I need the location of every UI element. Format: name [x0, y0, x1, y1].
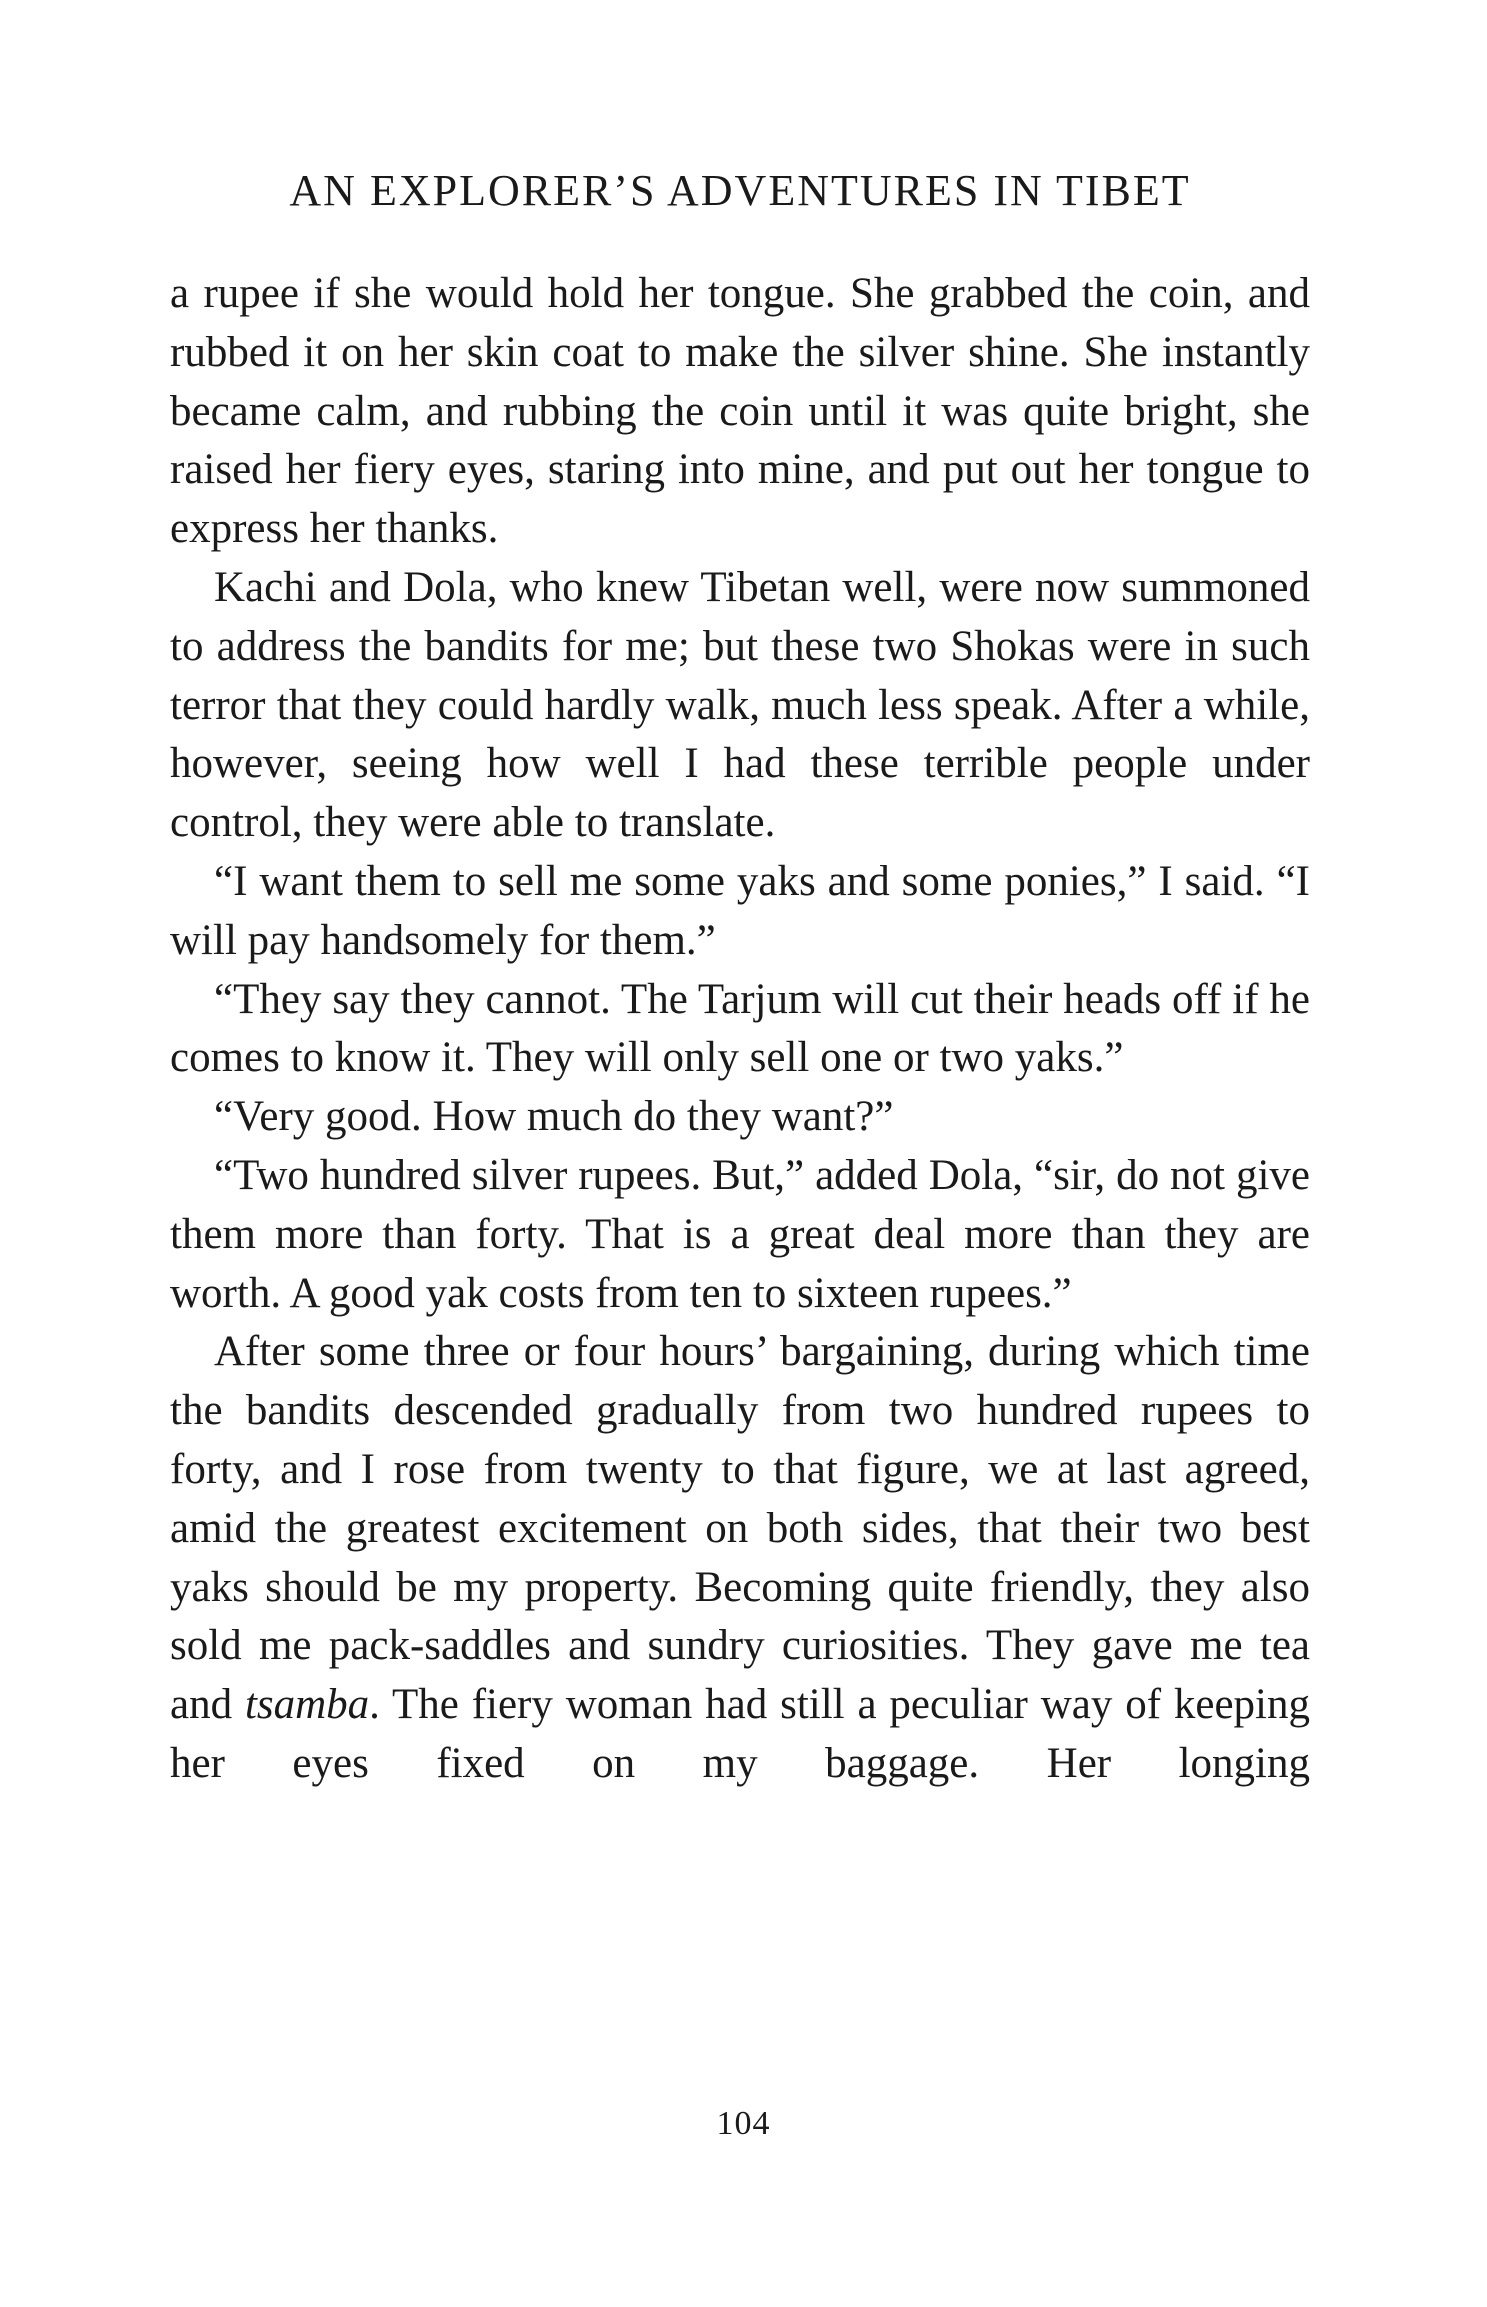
paragraph: “I want them to sell me some yaks and some ponies,” I said. “I will pay handsomely for them.”: [170, 857, 1310, 964]
running-head: AN EXPLORER’S ADVENTURES IN TIBET: [289, 166, 1191, 215]
paragraph-text: . The fiery woman had still a peculiar way of keeping her eyes fixed on my baggage. Her longing: [170, 1681, 1310, 1787]
body-text: [170, 265, 1310, 1794]
paragraph-last: [170, 1323, 1310, 1793]
paragraph: “Very good. How much do they want?”: [214, 1093, 894, 1141]
paragraph-continued: a rupee if she would hold her tongue. She grabbed the coin, and rubbed it on her skin coat to make the silver shine. She instantly became calm, and rubbing the coin until it was quite bright, she raised her fiery eyes, staring into mine, and put out her tongue to express her thanks.: [170, 270, 1310, 553]
paragraph: “Two hundred silver rupees. But,” added Dola, “sir, do not give them more than forty. That is a great deal more than they are worth. A good yak costs from ten to sixteen rupees.”: [170, 1151, 1310, 1317]
italic-term: tsamba: [244, 1681, 370, 1729]
paragraph-text: After some three or four hours’ bargaining, during which time the bandits descended gradually from two hundred rupees to forty, and I rose from twenty to that figure, we at last agreed, amid the greatest excitement on both sides, that their two best yaks should be my property. Becoming quite friendly, they also sold me pack-saddles and sundry curiosities. They gave me tea and: [170, 1328, 1310, 1729]
paragraph: “They say they cannot. The Tarjum will cut their heads off if he comes to know it. They will only sell one or two yaks.”: [170, 975, 1310, 1082]
paragraph: Kachi and Dola, who knew Tibetan well, were now summoned to address the bandits for me; but these two Shokas were in such terror that they could hardly walk, much less speak. After a while, however, seeing how well I had these terrible people under control, they were able to translate.: [170, 563, 1310, 847]
page-number: 104: [716, 2105, 771, 2142]
